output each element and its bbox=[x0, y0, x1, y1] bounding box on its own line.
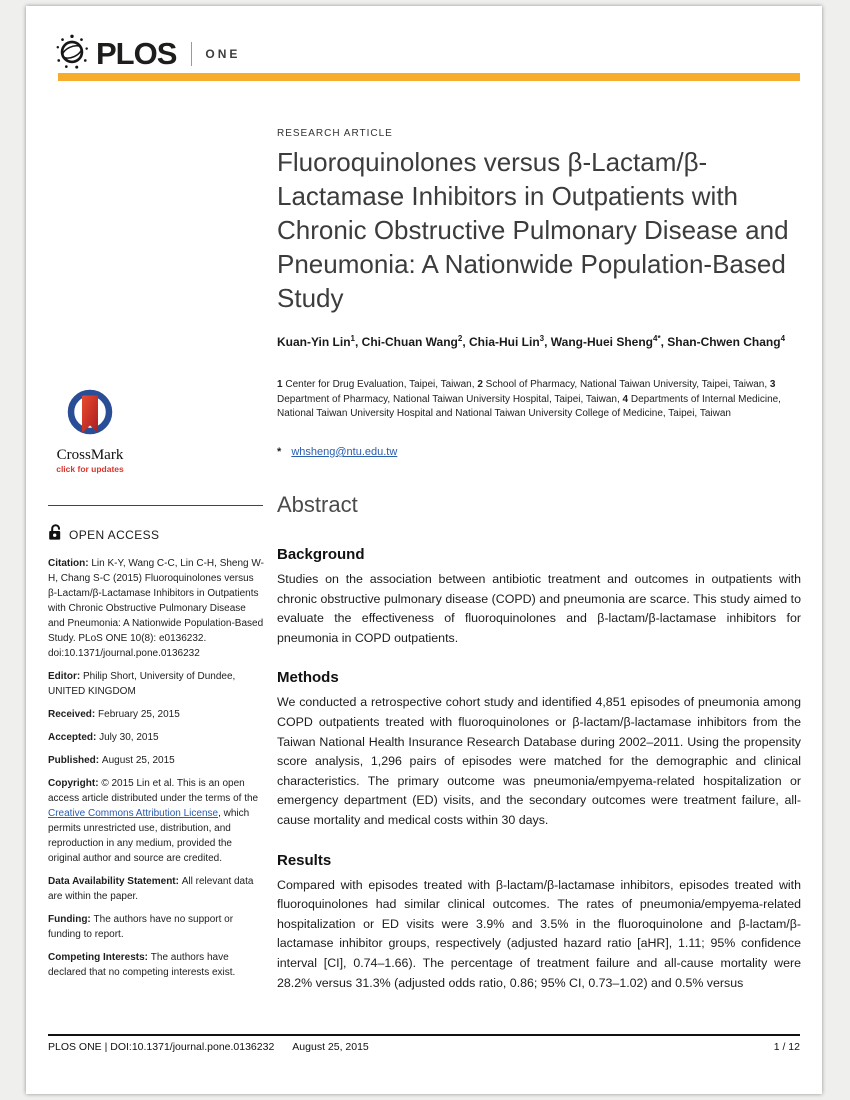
abstract-section-background bbox=[277, 546, 801, 648]
crossmark-tagline: click for updates bbox=[56, 464, 124, 474]
footer-page-number: 1 / 12 bbox=[773, 1041, 800, 1053]
methods-heading: Methods bbox=[277, 669, 339, 687]
journal-edition: ONE bbox=[205, 46, 241, 61]
received-label: Received: bbox=[48, 709, 99, 720]
affiliations: 1 Center for Drug Evaluation, Taipei, Taiwan, 2 School of Pharmacy, National Taiwan University, Taipei, Taiwan, 3 Department of Pharmacy, National Taiwan University Hospital, Taipei, Taiwan, 4 Departments of Internal Medicine, National Taiwan University Hospital and National Taiwan University College of Medicine, Taipei, Taiwan bbox=[277, 379, 781, 419]
plos-globe-icon bbox=[54, 32, 90, 75]
corresponding-email-link[interactable]: whsheng@ntu.edu.tw bbox=[291, 446, 398, 458]
abstract-section-results bbox=[277, 852, 801, 994]
background-text: Studies on the association between antibiotic treatment and outcomes in outpatients with chronic obstructive pulmonary disease (COPD) and pneumonia are scarce. This study aimed to evaluate the effectiveness of fluoroquinolones and β-lactam/β-lactamase inhibitors for pneumonia in COPD outpatients. bbox=[277, 572, 801, 645]
abstract-section-methods bbox=[277, 669, 801, 830]
data-availability-text: All relevant data are within the paper. bbox=[48, 876, 254, 902]
article-title: Fluoroquinolones versus β-Lactam/β-Lactamase Inhibitors in Outpatients with Chronic Obstructive Pulmonary Disease and Pneumonia: A Nationwide Population-Based Study bbox=[277, 147, 789, 313]
document-page bbox=[26, 6, 822, 1094]
footer-divider bbox=[48, 1034, 800, 1036]
funding-label: Funding: bbox=[48, 914, 94, 925]
data-availability-label: Data Availability Statement: bbox=[48, 876, 182, 887]
funding-text: The authors have no support or funding to report. bbox=[48, 914, 234, 940]
masthead-accent-bar bbox=[58, 73, 800, 81]
editor-label: Editor: bbox=[48, 671, 83, 682]
plos-logo bbox=[54, 32, 240, 75]
abstract-body bbox=[277, 546, 801, 1014]
copyright-block: Copyright: © 2015 Lin et al. This is an open access article distributed under the terms of the Creative Commons Attribution License, which permits unrestricted use, distribution, and reproduction in any medium, provided the original author and source are credited. bbox=[48, 778, 259, 864]
footer-date: August 25, 2015 bbox=[292, 1041, 369, 1053]
page-footer bbox=[48, 1041, 800, 1053]
editor-text: Philip Short, University of Dundee, UNITED KINGDOM bbox=[48, 671, 236, 697]
author-list: Kuan-Yin Lin$^1$, Chi-Chuan Wang$^2$, Chia-Hui Lin$^3$, Wang-Huei Sheng$^{4*}$, Shan-Chwen Chang$^4$ bbox=[277, 334, 786, 349]
published-date: August 25, 2015 bbox=[101, 755, 175, 766]
journal-brand: PLOS bbox=[96, 35, 177, 71]
open-access-row bbox=[48, 523, 159, 546]
abstract-heading: Abstract bbox=[277, 492, 358, 517]
crossmark-badge[interactable] bbox=[50, 388, 130, 474]
competing-interests-text: The authors have declared that no competing interests exist. bbox=[48, 952, 236, 978]
data-availability-block bbox=[48, 874, 265, 904]
competing-interests-label: Competing Interests: bbox=[48, 952, 151, 963]
published-label: Published: bbox=[48, 755, 102, 766]
crossmark-wordmark: CrossMark bbox=[56, 447, 124, 463]
corresponding-marker: * bbox=[277, 446, 282, 458]
accepted-date: July 30, 2015 bbox=[99, 732, 159, 743]
citation-block bbox=[48, 556, 265, 661]
received-block bbox=[48, 707, 265, 722]
results-heading: Results bbox=[277, 851, 332, 869]
article-metadata bbox=[48, 556, 265, 988]
editor-block bbox=[48, 669, 265, 699]
crossmark-ribbon-icon bbox=[65, 427, 115, 444]
results-text: Compared with episodes treated with β-lactam/β-lactamase inhibitors, episodes treated with fluoroquinolones had similar clinical outcomes. The rates of pneumonia/empyema-related hospitalization or ED visits were 3.9% and 3.5% in the fluoroquinolone and β-lactam/β-lactamase inhibitor groups, respectively (adjusted hazard ratio [aHR], 1.11; 95% confidence interval [CI], 0.74–1.66). The percentage of treatment failure and all-cause mortality were 28.2% versus 31.3% (adjusted odds ratio, 0.86; 95% CI, 0.73–1.02) and 0.5% versus bbox=[277, 877, 801, 990]
corresponding-author-row bbox=[277, 446, 801, 458]
methods-text: We conducted a retrospective cohort study and identified 4,851 episodes of pneumonia among COPD outpatients treated with fluoroquinolones or β-lactam/β-lactamase inhibitors from the Taiwan National Health Insurance Research Database during 2002–2011. Using the propensity score analysis, 1,296 pairs of episodes were matched for the demographic and clinical characteristics. The primary outcome was pneumonia/empyema-related hospitalization or emergency department (ED) visits, and the secondary outcomes were treatment failure, all-cause mortality and medical costs within 30 days. bbox=[277, 695, 801, 827]
background-heading: Background bbox=[277, 546, 365, 563]
accepted-label: Accepted: bbox=[48, 732, 100, 743]
competing-interests-block bbox=[48, 950, 265, 980]
footer-doi: PLOS ONE | DOI:10.1371/journal.pone.0136232 bbox=[48, 1041, 275, 1053]
logo-divider bbox=[191, 42, 192, 66]
citation-text: Lin K-Y, Wang C-C, Lin C-H, Sheng W-H, Chang S-C (2015) Fluoroquinolones versus β-Lactam/β-Lactamase Inhibitors in Outpatients with Chronic Obstructive Pulmonary Disease and Pneumonia: A Nationwide Population-Based Study. PLoS ONE 10(8): e0136232. doi:10.1371/journal.pone.0136232 bbox=[48, 558, 264, 659]
citation-label: Citation: bbox=[48, 558, 92, 569]
published-block bbox=[48, 753, 265, 768]
open-access-label: OPEN ACCESS bbox=[69, 527, 160, 542]
accepted-block bbox=[48, 730, 265, 745]
article-type-label: RESEARCH ARTICLE bbox=[277, 128, 393, 139]
open-lock-icon bbox=[48, 523, 63, 546]
received-date: February 25, 2015 bbox=[98, 709, 180, 720]
sidebar-divider bbox=[48, 505, 263, 506]
funding-block bbox=[48, 912, 265, 942]
